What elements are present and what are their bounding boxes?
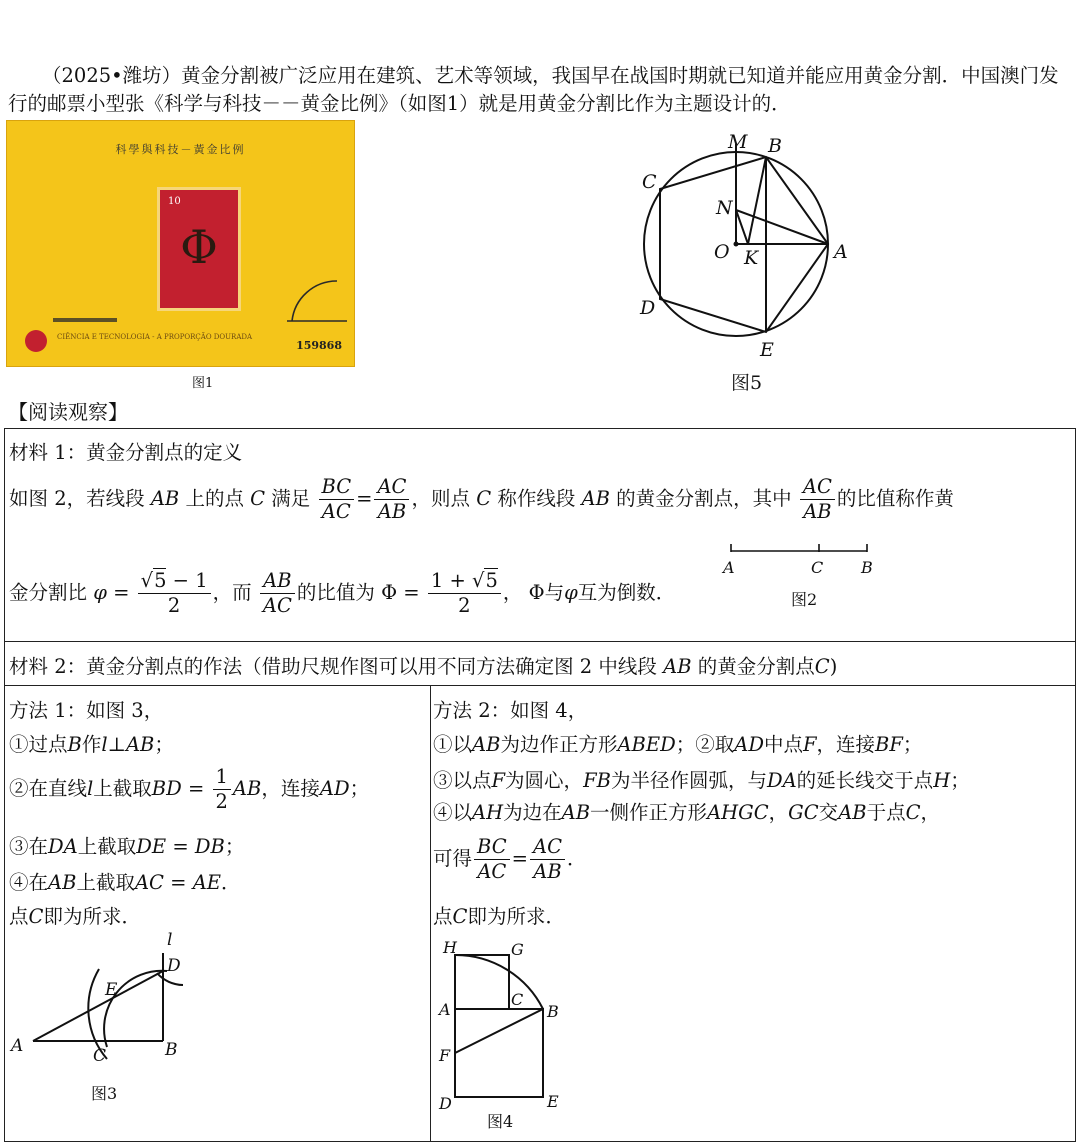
fig4-label-G: G <box>511 940 524 959</box>
divider-material2 <box>5 685 1075 686</box>
fig4-square-ABED <box>455 1009 543 1097</box>
fig3-label-C: C <box>93 1046 107 1066</box>
problem-source: （2025•潍坊） <box>42 64 182 87</box>
fig3-label-B: B <box>165 1040 178 1060</box>
method2-step3: ③以点F为圆心，FB为半径作圆弧，与DA的延长线交于点H； <box>433 769 970 792</box>
figure-4 <box>433 929 593 1134</box>
fig4-label-C: C <box>511 990 524 1009</box>
intro-text: 黄金分割被广泛应用在建筑、艺术等领域，我国早在战国时期就已知道并能应用黄金分割．中国澳门发行的邮票小型张《科学与科技－－黄金比例》（如图1）就是用黄金分割比作为主题设计的． <box>8 64 1059 115</box>
fig3-caption: 图3 <box>91 1084 118 1103</box>
fig5-segment-KB <box>748 157 766 244</box>
fig4-label-E: E <box>547 1092 559 1111</box>
fraction-AC-over-AB: $\frac{AC}{AB}$ <box>374 475 409 524</box>
method2-title: 方法 2：如图 4， <box>433 699 588 722</box>
section-title: 【阅读观察】 <box>8 400 128 424</box>
method2-conclusion: 点C即为所求． <box>433 905 565 928</box>
fig5-label: 图5 <box>731 372 763 394</box>
fig3-label-D: D <box>167 956 181 976</box>
method2-step1-2: ①以AB为边作正方形ABED；②取AD中点F，连接BF； <box>433 733 923 756</box>
fig5-label-C: C <box>642 171 657 193</box>
intro-paragraph <box>8 62 1074 118</box>
material1-line2: 金分割比 φ = $\frac{√5 - 1}{2}$ ，而 $\frac{AB}{AC}$ 的比值为 Φ = $\frac{1 + √5}{2}$ ， Φ与φ互为倒数． <box>9 569 676 617</box>
method1-conclusion: 点C即为所求． <box>9 905 141 928</box>
divider-methods <box>430 685 431 1141</box>
fraction-AB-over-AC: $\frac{AB}{AC}$ <box>260 569 295 618</box>
fig5-label-M: M <box>728 131 748 153</box>
stamp-sheet-image <box>6 120 355 367</box>
material2-heading: 材料 2：黄金分割点的作法（借助尺规作图可以用不同方法确定图 2 中线段 AB 的黄金分割点C) <box>9 655 838 678</box>
fraction-BC-over-AC-m2: $\frac{BC}{AC}$ <box>474 835 510 884</box>
fig1-label: 图1 <box>192 376 214 391</box>
fig4-caption: 图4 <box>487 1112 514 1131</box>
fig2-caption: 图2 <box>791 590 818 609</box>
fig4-arc-BH <box>455 955 543 1009</box>
fig5-segment-NK <box>736 210 748 244</box>
stamp-serial: 159868 <box>296 339 342 352</box>
reading-box <box>4 428 1076 1142</box>
fig4-label-F: F <box>439 1046 451 1065</box>
fig4-label-A: A <box>439 1000 451 1019</box>
fig2-label-B: B <box>861 558 873 577</box>
fig4-segment-FB <box>455 1009 543 1053</box>
fig4-label-D: D <box>439 1094 452 1113</box>
fig5-label-B: B <box>768 135 782 157</box>
fig5-label-O: O <box>714 241 730 263</box>
fraction-phi-value: $\frac{√5 - 1}{2}$ <box>138 569 211 618</box>
method2-result: 可得 $\frac{BC}{AC}$ = $\frac{AC}{AB}$ ． <box>433 835 587 883</box>
fig5-label-A: A <box>834 241 848 263</box>
method1-title: 方法 1：如图 3， <box>9 699 164 722</box>
fig5-center-dot <box>734 242 739 247</box>
stamp-value: 10 <box>168 196 181 207</box>
stamp-logo-icon <box>25 330 47 352</box>
method2-step4: ④以AH为边在AB一侧作正方形AHGC，GC交AB于点C， <box>433 801 941 824</box>
fig5-label-K: K <box>744 247 759 269</box>
stamp-center <box>157 187 241 311</box>
figure-2 <box>713 533 883 613</box>
fig4-square-AHGC <box>455 955 509 1009</box>
fig3-label-l: l <box>167 930 173 950</box>
fig5-label-D: D <box>640 297 656 319</box>
fraction-one-half: $\frac{1}{2}$ <box>213 765 231 814</box>
fig5-label-N: N <box>716 197 733 219</box>
fraction-AC-over-AB-m2: $\frac{AC}{AB}$ <box>530 835 565 884</box>
method1-step4: ④在AB上截取AC = AE． <box>9 871 241 894</box>
fig3-label-A: A <box>11 1036 24 1056</box>
fig4-label-H: H <box>443 938 457 957</box>
fraction-AC-over-AB-2: $\frac{AC}{AB}$ <box>800 475 835 524</box>
stamp-title: 科學與科技－黃金比例 <box>115 143 246 156</box>
fig3-label-E: E <box>105 980 118 1000</box>
fraction-Phi-value: $\frac{1 + √5}{2}$ <box>428 569 501 618</box>
fraction-BC-over-AC: $\frac{BC}{AC}$ <box>319 475 355 524</box>
method1-step3: ③在DA上截取DE = DB； <box>9 835 245 858</box>
material1-heading: 材料 1：黄金分割点的定义 <box>9 441 243 464</box>
method1-step1: ①过点B作l⊥AB； <box>9 733 174 756</box>
fig4-label-B: B <box>547 1002 559 1021</box>
fig2-label-A: A <box>723 558 735 577</box>
stamp-phi-symbol: Φ <box>180 220 218 274</box>
figure-3 <box>7 929 207 1109</box>
fig5-label-E: E <box>760 339 774 361</box>
fig3-segment-AD <box>33 971 163 1041</box>
material1-line1: 如图 2，若线段 AB 上的点 C 满足 $\frac{BC}{AC}$ = $\frac{AC}{AB}$ ，则点 C 称作线段 AB 的黄金分割点，其中 $\frac{AC}{AB}$ 的比值称作黄 <box>9 475 954 523</box>
figure-5 <box>630 128 870 368</box>
stamp-caption: CIÊNCIA E TECNOLOGIA - A PROPORÇÃO DOURADA <box>57 333 253 341</box>
method1-step2: ②在直线l上截取BD = $\frac{1}{2}$ AB，连接AD； <box>9 765 370 813</box>
divider-material1 <box>5 641 1075 642</box>
fig2-label-C: C <box>811 558 824 577</box>
